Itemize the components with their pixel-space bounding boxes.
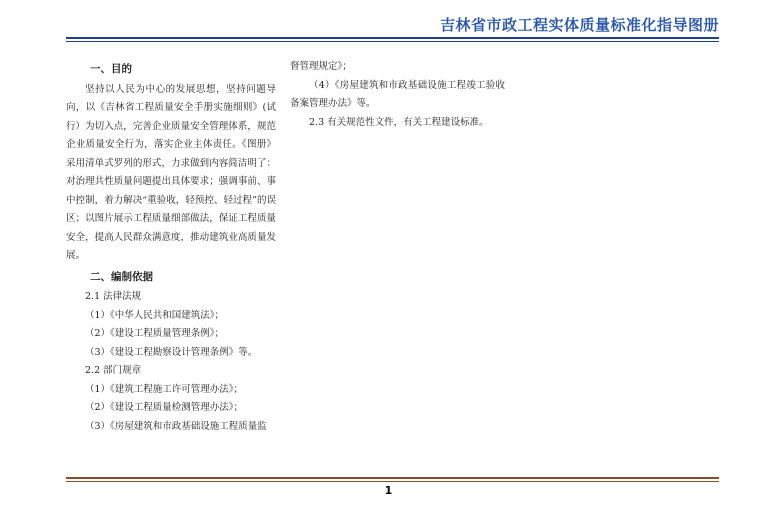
subsection-regulations: 2.2 部门规章 xyxy=(85,365,142,376)
regulation-item: （1）《建筑工程施工许可管理办法》； xyxy=(85,383,244,395)
section-heading-basis: 二、编制依据 xyxy=(90,270,153,283)
header-rule-thin xyxy=(66,41,719,42)
purpose-paragraph: 坚持以人民为中心的发展思想，坚持问题导向，以《吉林省工程质量安全手册实施细则》(试行）为切入点，完善企业质量安全管理体系，规范企业质量安全行为，落实企业主体责任。《图册》采用清单式罗列的形式，力求做到内容简洁明了：对治理共性质量问题提出具体要求；强调事前、事中控制，着力解决“重验收，轻预控、轻过程”的误区；以图片展示工程质量细部做法，保证工程质量安全，提高人民群众满意度，推动建筑业高质量发展。 xyxy=(66,83,276,261)
footer-rule-thin xyxy=(66,481,719,482)
footer-rule xyxy=(66,477,719,479)
header-rule xyxy=(66,37,719,39)
law-item: （3）《建设工程勘察设计管理条例》等。 xyxy=(85,346,258,358)
regulation-item: （2）《建设工程质量检测管理办法》； xyxy=(85,402,244,413)
law-item: （1）《中华人民共和国建筑法》； xyxy=(85,309,225,321)
left-column xyxy=(66,58,276,436)
subsection-laws: 2.1 法律法规 xyxy=(85,291,142,302)
document-header-title: 吉林省市政工程实体质量标准化指导图册 xyxy=(439,16,719,34)
subsection-standards: 2.3 有关规范性文件，有关工程建设标准。 xyxy=(309,116,489,128)
regulation-item: （3）《房屋建筑和市政基础设施工程质量监 xyxy=(85,420,267,432)
regulation-item: （4）《房屋建筑和市政基础设施工程竣工验收备案管理办法》等。 xyxy=(290,79,505,109)
regulation-item-continued: 督管理规定》； xyxy=(290,61,352,72)
section-heading-purpose: 一、目的 xyxy=(90,63,132,75)
page-number: 1 xyxy=(384,484,393,497)
right-column xyxy=(290,58,505,132)
law-item: （2）《建设工程质量管理条例》； xyxy=(85,328,225,339)
